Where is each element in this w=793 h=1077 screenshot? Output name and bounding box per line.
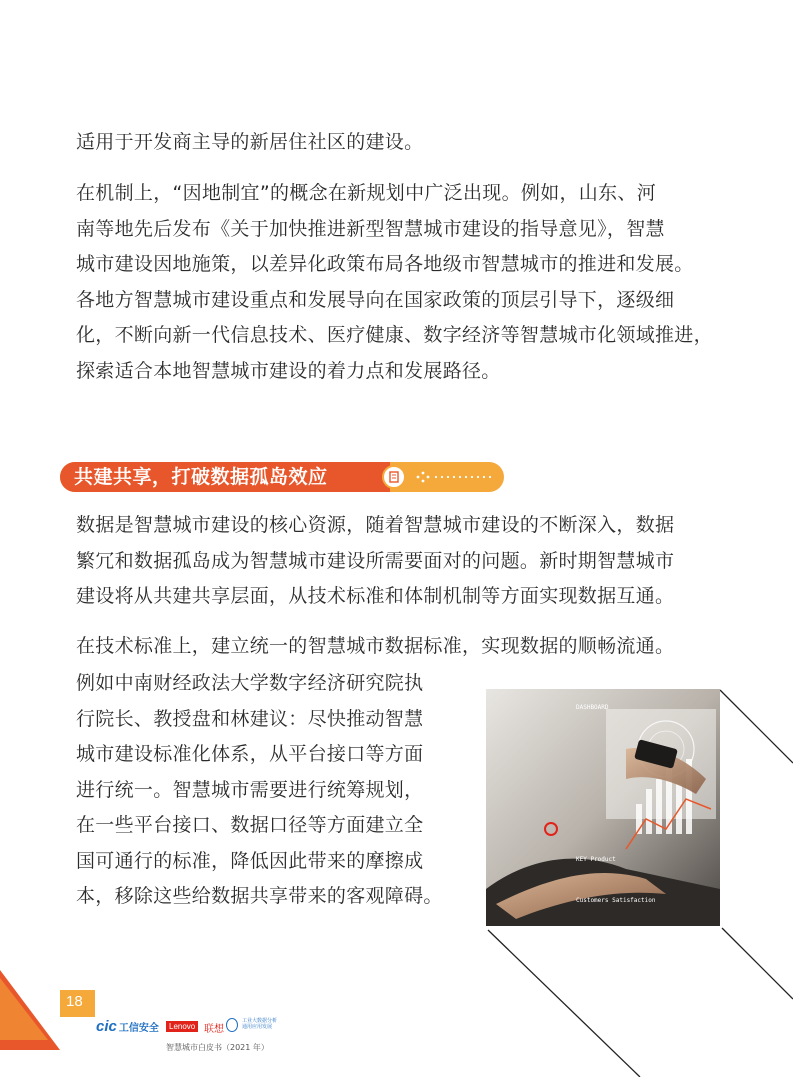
text-line: 化，不断向新一代信息技术、医疗健康、数字经济等智慧城市化领域推进， xyxy=(76,324,713,346)
text-line: 建设将从共建共享层面，从技术标准和体制机制等方面实现数据互通。 xyxy=(76,585,675,607)
text-line: 各地方智慧城市建设重点和发展导向在国家政策的顶层引导下，逐级细 xyxy=(76,288,675,311)
footer-doc-title: 智慧城市白皮书（2021 年） xyxy=(166,1043,269,1052)
paragraph-4 xyxy=(76,629,718,665)
lenovo-logo: Lenovo xyxy=(166,1021,198,1032)
text-line: 本，移除这些给数据共享带来的客观障碍。 xyxy=(76,885,443,907)
dotted-arrow-icon xyxy=(414,469,498,485)
text-line: 适用于开发商主导的新居住社区的建设。 xyxy=(76,131,424,153)
text-line: 数据是智慧城市建设的核心资源，随着智慧城市建设的不断深入，数据 xyxy=(76,514,675,536)
third-party-logo-text: 工业大数据分析 通用应用发展 xyxy=(242,1018,278,1030)
text-line: 例如中南财经政法大学数字经济研究院执 xyxy=(76,672,424,694)
page-number: 18 xyxy=(66,993,83,1010)
text-line: 探索适合本地智慧城市建设的着力点和发展路径。 xyxy=(76,359,501,382)
cic-logo: cic 工信安全 xyxy=(96,1018,159,1035)
paragraph-1 xyxy=(76,125,718,161)
text-line: 国可通行的标准，降低因此带来的摩擦成 xyxy=(76,849,424,872)
building-icon xyxy=(382,465,406,489)
text-line: 行院长、教授盘和林建议：尽快推动智慧 xyxy=(76,707,424,730)
business-analytics-photo xyxy=(486,689,720,926)
text-line: 进行统一。智慧城市需要进行统筹规划， xyxy=(76,778,424,801)
text-line: 在一些平台接口、数据口径等方面建立全 xyxy=(76,814,424,836)
text-line: 城市建设因地施策，以差异化政策布局各地级市智慧城市的推进和发展。 xyxy=(76,253,694,275)
text-line: 在机制上，“因地制宜”的概念在新规划中广泛出现。例如，山东、河 xyxy=(76,182,656,204)
text-line: 在技术标准上，建立统一的智慧城市数据标准，实现数据的顺畅流通。 xyxy=(76,635,675,657)
photo-text: Customers Satisfaction xyxy=(576,897,656,904)
paragraph-2 xyxy=(76,176,718,389)
photo-text: KEY Product xyxy=(576,856,616,863)
paragraph-5 xyxy=(76,666,476,915)
photo-text: DASHBOARD xyxy=(576,704,609,711)
lenovo-cn-logo: 联想 xyxy=(204,1024,224,1035)
paragraph-3 xyxy=(76,508,718,615)
section-title: 共建共享，打破数据孤岛效应 xyxy=(74,466,328,488)
text-line: 繁冗和数据孤岛成为智慧城市建设所需要面对的问题。新时期智慧城市 xyxy=(76,549,675,572)
text-line: 南等地先后发布《关于加快推进新型智慧城市建设的指导意见》，智慧 xyxy=(76,217,665,240)
text-line: 城市建设标准化体系，从平台接口等方面 xyxy=(76,743,424,765)
third-party-logo-icon xyxy=(226,1018,238,1032)
